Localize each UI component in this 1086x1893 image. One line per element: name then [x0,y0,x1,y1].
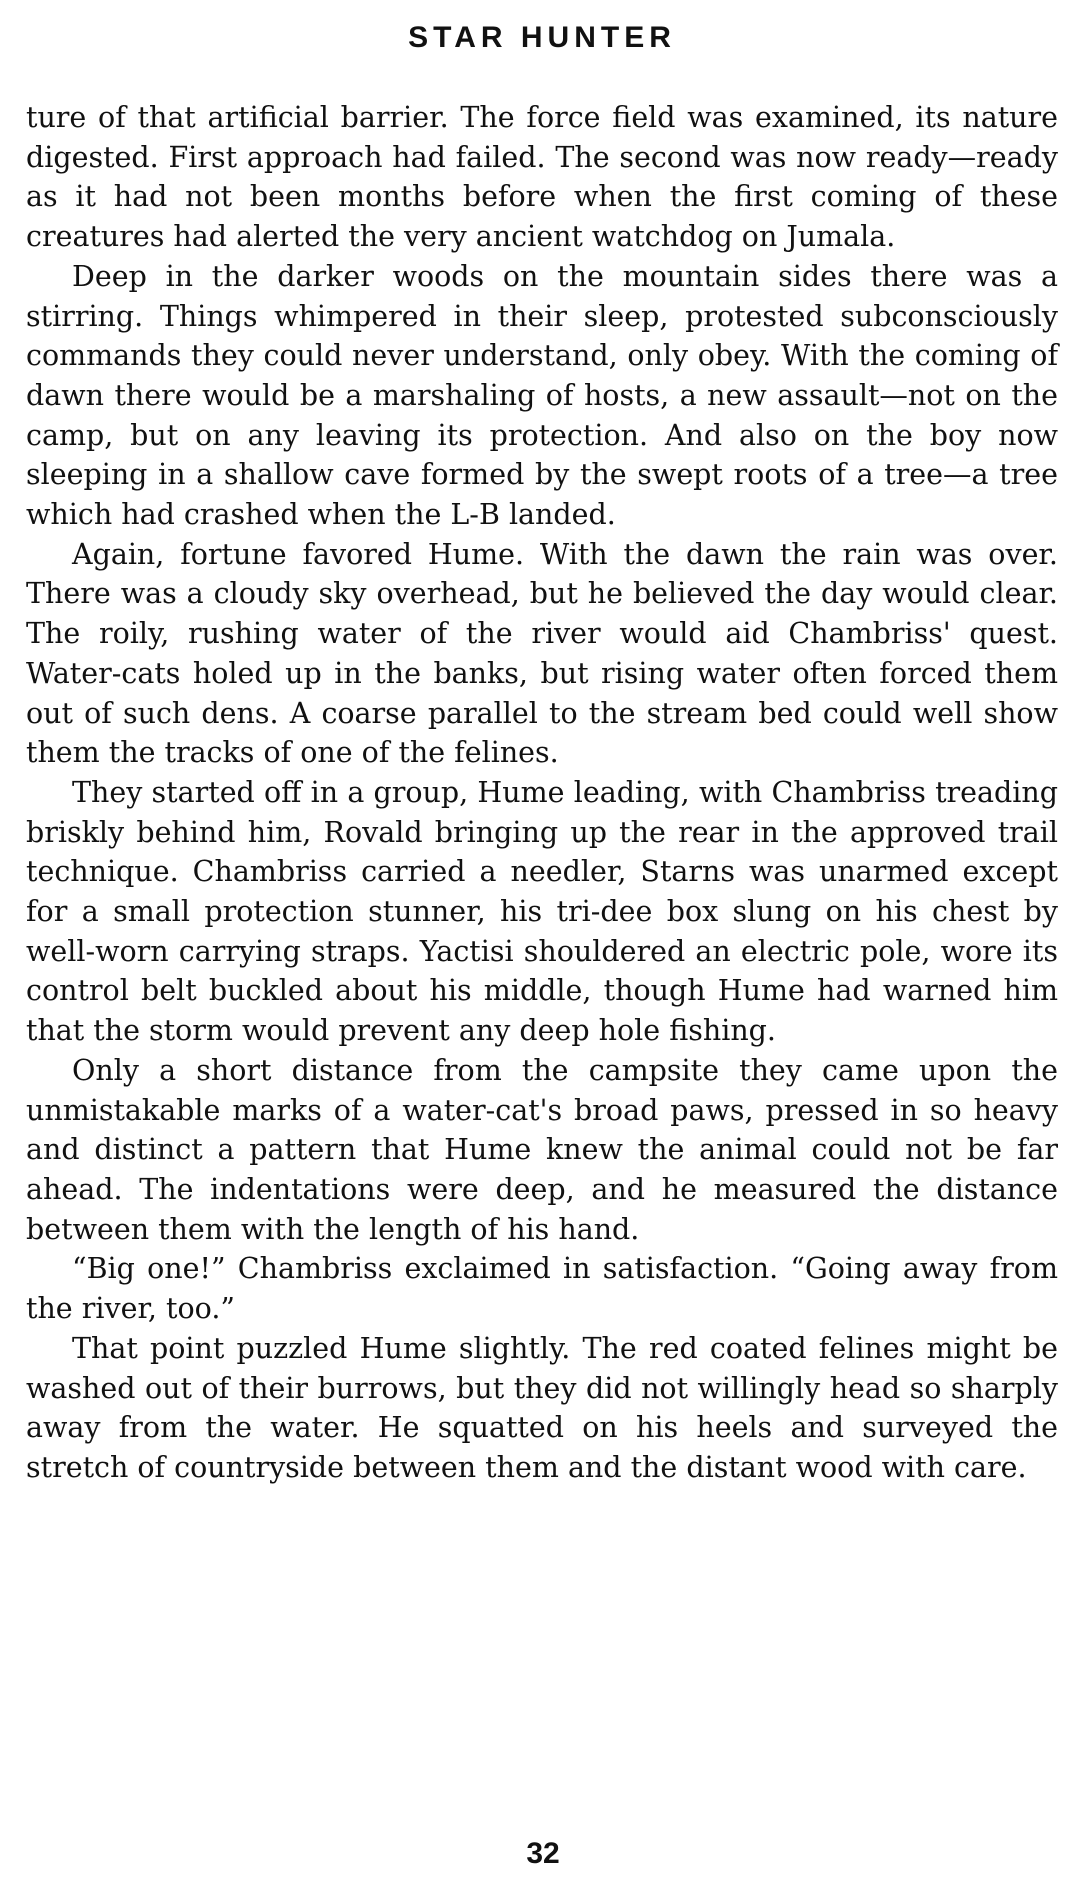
paragraph: Again, fortune favored Hume. With the dawn the rain was over. There was a cloudy sky overhead, but he believed the day would clear. The roily, rushing water of the river would aid Chambriss' quest. Water-cats holed up in the banks, but rising water often forced them out of such dens. A coarse parallel to the stream bed could well show them the tracks of one of the felines. [26,537,1058,770]
paragraph: They started off in a group, Hume leading, with Chambriss treading briskly behind him, Rovald bringing up the rear in the approved trail technique. Chambriss carried a needler, Starns was unarmed except for a small protection stunner, his tri-dee box slung on his chest by well-worn carrying straps. Yactisi shouldered an electric pole, wore its control belt buckled about his middle, though Hume had warned him that the storm would prevent any deep hole fishing. [26,775,1058,1048]
page-number: 32 [526,1837,560,1870]
running-head-title: STAR HUNTER [408,21,676,54]
paragraph: That point puzzled Hume slightly. The red coated felines might be washed out of their burrows, but they did not willingly head so sharply away from the water. He squatted on his heels and surveyed the stretch of countryside between them and the distant wood with care. [26,1331,1058,1484]
paragraph: “Big one!” Chambriss exclaimed in satisfaction. “Going away from the river, too.” [26,1252,1058,1326]
body-text [26,98,1058,1488]
paragraph: Only a short distance from the campsite they came upon the unmistakable marks of a water-cat's broad paws, pressed in so heavy and distinct a pattern that Hume knew the animal could not be far ahead. The indentations were deep, and he measured the distance between them with the length of his hand. [26,1053,1058,1246]
paragraph-continued: ture of that artificial barrier. The force field was examined, its nature digested. First approach had failed. The second was now ready—ready as it had not been months before when the first coming of these creatures had alerted the very ancient watchdog on Jumala. [26,101,1058,254]
paragraph: Deep in the darker woods on the mountain sides there was a stirring. Things whimpered in their sleep, protested subconsciously commands they could never understand, only obey. With the coming of dawn there would be a marshaling of hosts, a new assault—not on the camp, but on any leaving its protection. And also on the boy now sleeping in a shallow cave formed by the swept roots of a tree—a tree which had crashed when the L-B landed. [26,259,1058,532]
